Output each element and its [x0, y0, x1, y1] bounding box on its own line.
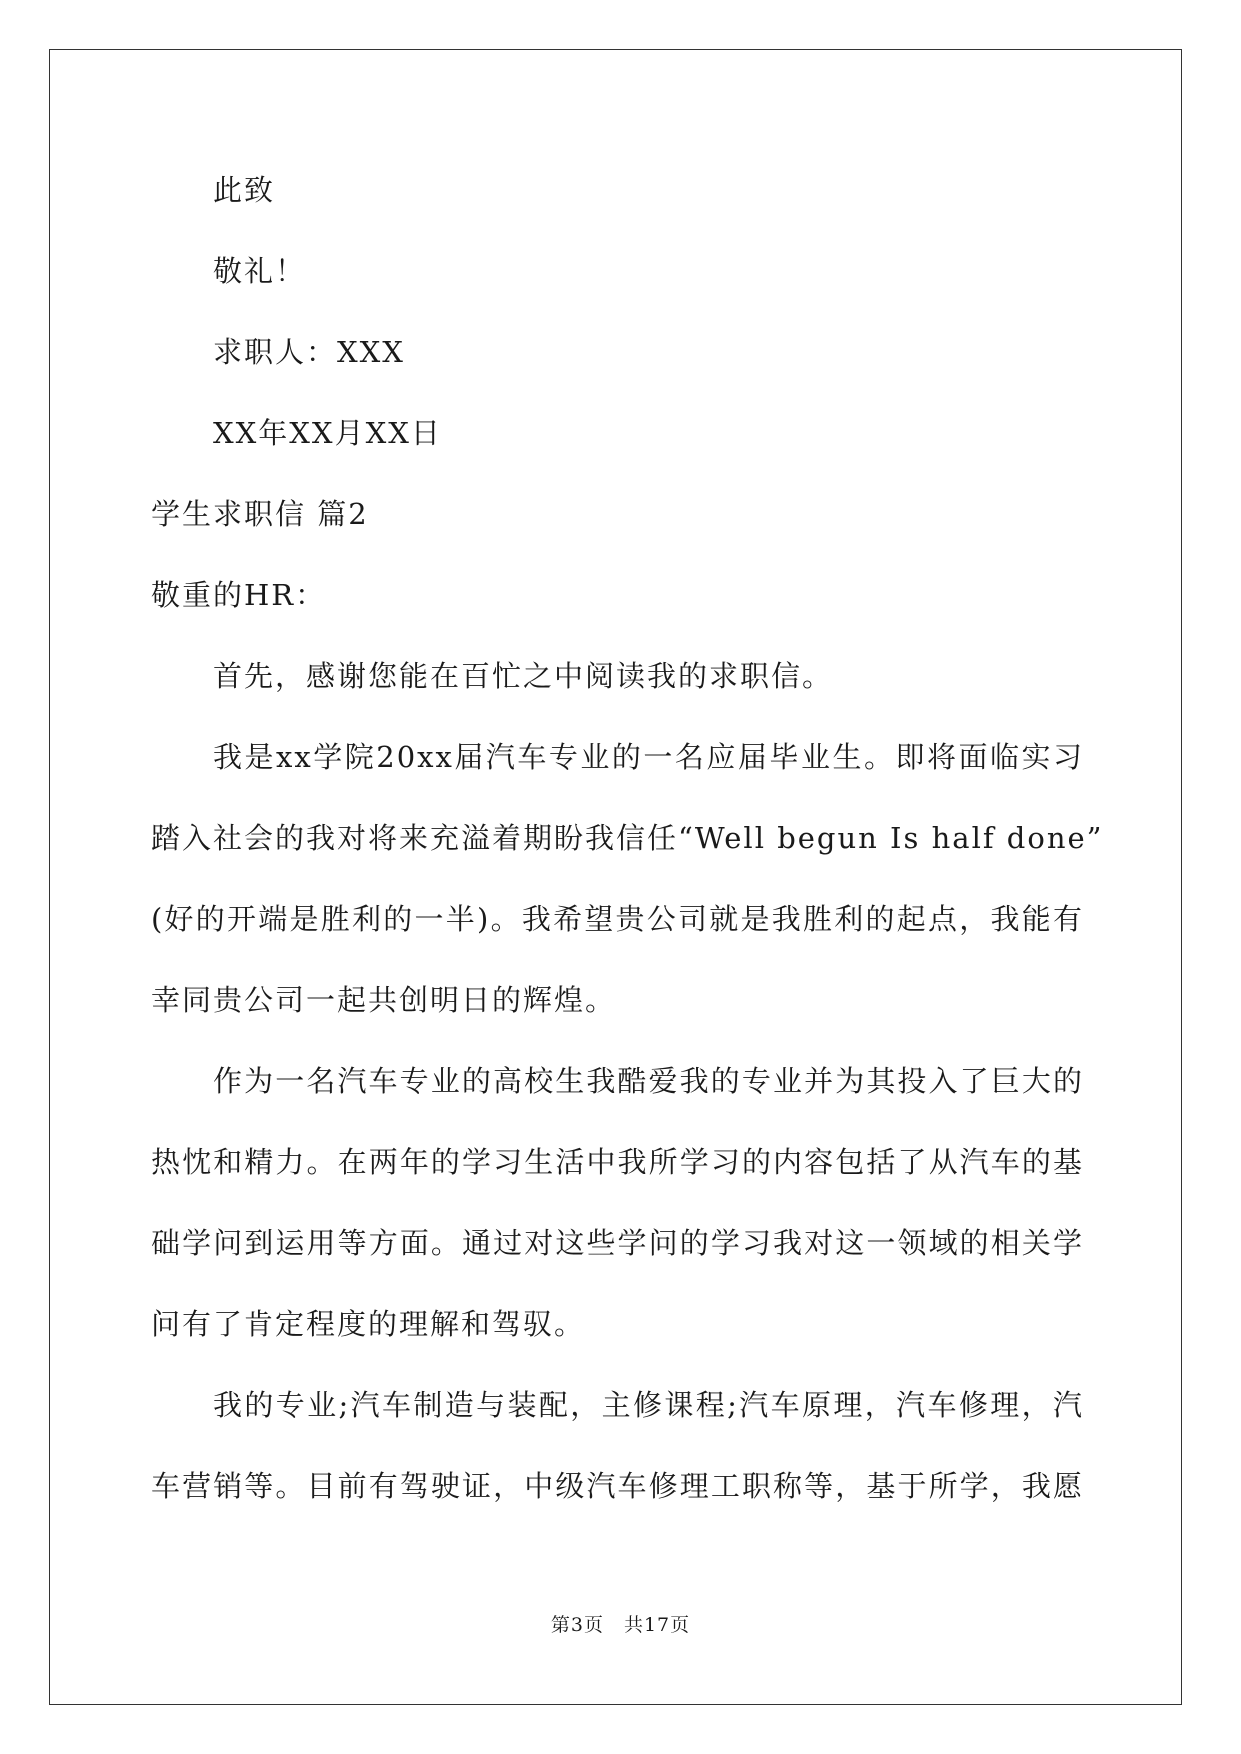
- paragraph-line: 车营销等。目前有驾驶证，中级汽车修理工职称等，基于所学，我愿: [151, 1469, 1084, 1503]
- paragraph-line: 热忱和精力。在两年的学习生活中我所学习的内容包括了从汽车的基: [151, 1145, 1084, 1179]
- paragraph-line: 作为一名汽车专业的高校生我酷爱我的专业并为其投入了巨大的: [213, 1064, 1084, 1098]
- page-frame: [49, 49, 1182, 1705]
- section-heading: 学生求职信 篇2: [151, 497, 369, 531]
- paragraph-line: 我是xx学院20xx届汽车专业的一名应届毕业生。即将面临实习: [213, 740, 1084, 774]
- paragraph-line: 问有了肯定程度的理解和驾驭。: [151, 1307, 586, 1341]
- paragraph-line: 踏入社会的我对将来充溢着期盼我信任“Well begun Is half done”: [151, 821, 1104, 855]
- closing-salutation: 此致: [213, 173, 276, 207]
- paragraph-line: 幸同贵公司一起共创明日的辉煌。: [151, 983, 617, 1017]
- letter-date: XX年XX月XX日: [213, 416, 442, 450]
- greeting: 敬重的HR：: [151, 578, 327, 612]
- paragraph-line: 首先，感谢您能在百忙之中阅读我的求职信。: [213, 659, 834, 693]
- paragraph-line: (好的开端是胜利的一半)。我希望贵公司就是我胜利的起点，我能有: [151, 902, 1084, 936]
- closing-regards: 敬礼！: [213, 254, 307, 288]
- page-footer: [0, 1613, 1241, 1637]
- applicant-signature: 求职人：XXX: [213, 335, 405, 369]
- paragraph-line: 础学问到运用等方面。通过对这些学问的学习我对这一领域的相关学: [151, 1226, 1084, 1260]
- page-total: 共17页: [623, 1614, 691, 1636]
- page-number: 第3页: [550, 1614, 604, 1636]
- paragraph-line: 我的专业;汽车制造与装配，主修课程;汽车原理，汽车修理，汽: [213, 1388, 1084, 1422]
